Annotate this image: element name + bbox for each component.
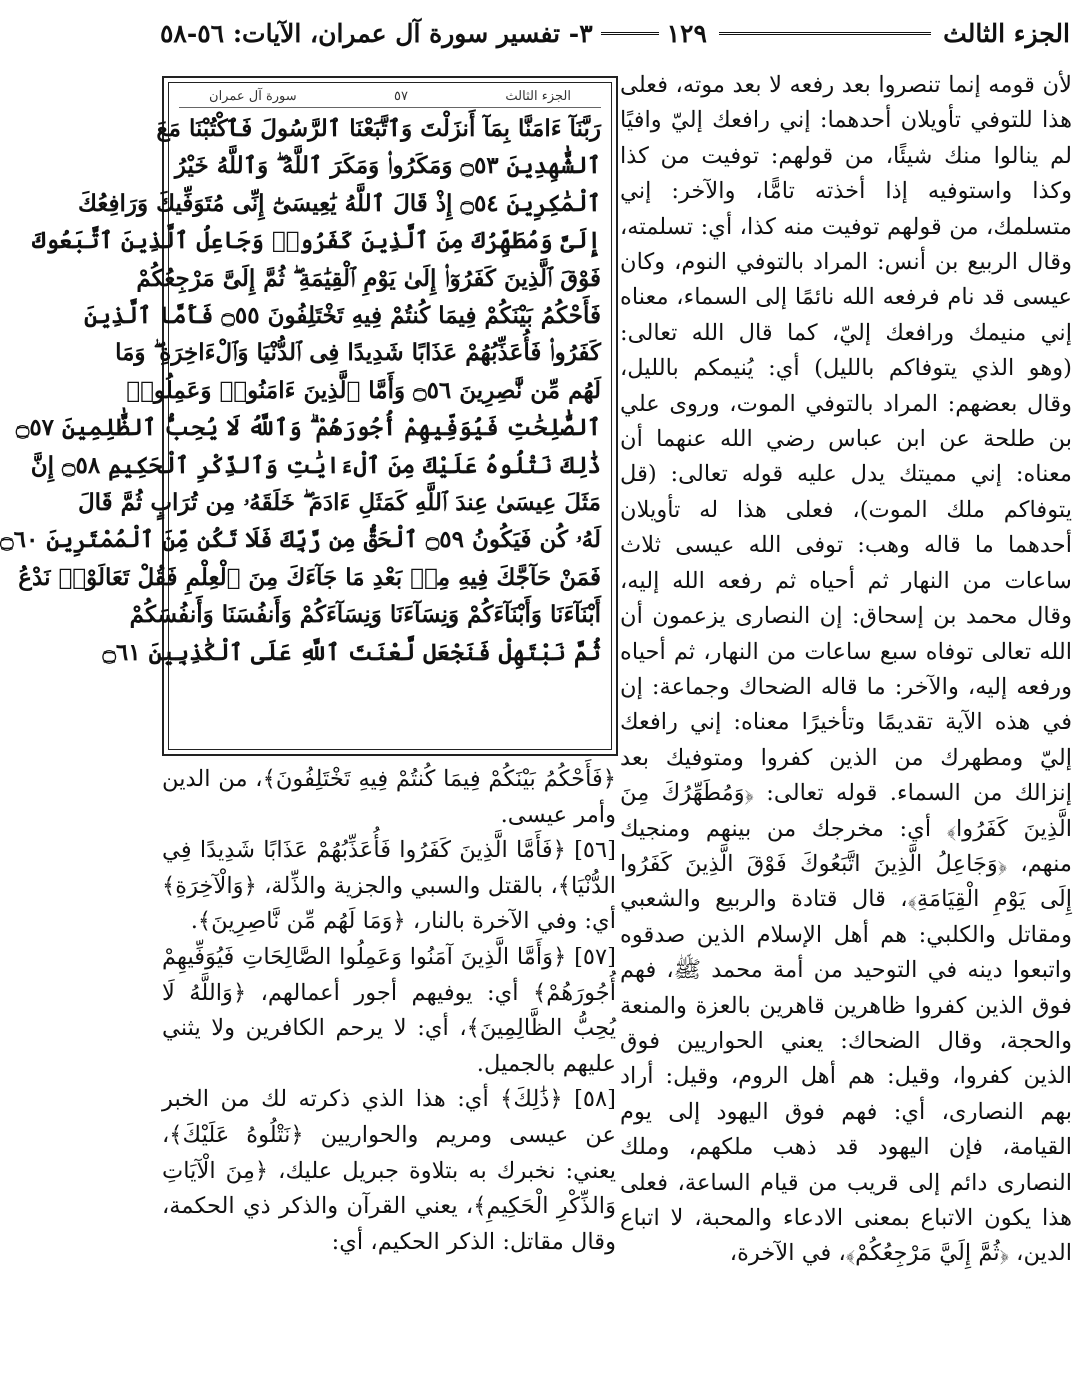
mushaf-line: ثُمَّ نَبْتَهِلْ فَنَجْعَل لَّعْنَتَ ٱللَّهِ عَلَى ٱلْكَٰذِبِينَ ۝٦١ xyxy=(102,638,601,666)
right-paragraph: لأن قومه إنما تنصروا بعد رفعه لا بعد موته، فعلى هذا للتوفي تأويلان أحدهما: إني رافعك إليّ وافيًا لم ينالوا منك شيئًا، من قولهم: توفيت من كذا وكذا واستوفيه إذا أخذته تامًّا، والآخر: إني متسلمك، من قولهم توفيت منه كذا، أي: تسلمته، وقال الربيع بن أنس: المراد بالتوفي النوم، وكان عيسى قد نام فرفعه الله نائمًا إلى السماء، معناه إني منيمك ورافعك إليّ، كما قال الله تعالى: (وهو الذي يتوفاكم بالليل) أي: يُنيمكم بالليل، وقال بعضهم: المراد بالتوفي الموت، وروى علي بن طلحة عن ابن عباس رضي الله عنهما أن معناه: إني مميتك يدل عليه قوله تعالى: (قل يتوفاكم ملك الموت)، فعلى هذا له تأويلان أحدهما ما قاله وهب: توفى الله عيسى ثلاث ساعات من النهار ثم أحياه ثم رفعه الله إليه، وقال محمد بن إسحاق: إن النصارى يزعمون أن الله تعالى توفاه سبع ساعات من النهار، ثم أحياه ورفعه إليه، والآخر: ما قاله الضحاك وجماعة: إن في هذه الآية تقديمًا وتأخيرًا معناه: إني رافعك إليّ ومطهرك من الذين كفروا ومتوفيك بعد إنزالك من السماء. قوله تعالى: ﴿وَمُطَهِّرُكَ مِنَ الَّذِينَ كَفَرُوا﴾ أي: مخرجك من بينهم ومنجيك منهم، ﴿وَجَاعِلُ الَّذِينَ اتَّبَعُوكَ فَوْقَ الَّذِينَ كَفَرُوا إِلَى يَوْمِ الْقِيَامَةِ﴾، قال قتادة والربيع والشعبي ومقاتل والكلبي: هم أهل الإسلام الذين صدقوه واتبعوا دينه في التوحيد من أمة محمد ﷺ، فهم فوق الذين كفروا ظاهرين قاهرين بالعزة والمنعة والحجة، وقال الضحاك: يعني الحواريين فوق الذين كفروا، وقيل: هم أهل الروم، وقيل: أراد بهم النصارى، أي: فهم فوق اليهود إلى يوم القيامة، فإن اليهود قد ذهب ملكهم، وملك النصارى دائم إلى قريب من قيام الساعة، فعلى هذا يكون الاتباع بمعنى الادعاء والمحبة، لا اتباع الدين، ﴿ثُمَّ إِلَيَّ مَرْجِعُكُمْ﴾، في الآخرة، xyxy=(620,72,1073,1267)
header-rule-short xyxy=(601,32,659,35)
mushaf-line: ٱلصَّٰلِحَٰتِ فَيُوَفِّيهِمْ أُجُورَهُمْ ۗ وَٱللَّهُ لَا يُحِبُّ ٱلظَّٰلِمِينَ ۝٥٧ xyxy=(15,414,601,442)
left-paragraph: ﴿فَأَحْكُمُ بَيْنَكُمْ فِيمَا كُنتُمْ فِيهِ تَخْتَلِفُونَ﴾، من الدين وأمر عيسى. xyxy=(162,766,616,828)
page-header xyxy=(160,14,1070,52)
mushaf-line: فَأَحْكُمُ بَيْنَكُمْ فِيمَا كُنتُمْ فِيهِ تَخْتَلِفُونَ ۝٥٥ فَأَمَّا ٱلَّذِينَ xyxy=(84,302,601,330)
left-paragraph: [٥٦] ﴿فَأَمَّا الَّذِينَ كَفَرُوا فَأُعَذِّبُهُمْ عَذَابًا شَدِيدًا فِي الدُّنْيَا﴾، بالقتل والسبي والجزية والذِّلة، ﴿وَالْآخِرَةِ﴾ أي: وفي الآخرة بالنار، ﴿وَمَا لَهُم مِّن نَّاصِرِينَ﴾. xyxy=(162,837,616,935)
mushaf-line: كَفَرُوا۟ فَأُعَذِّبُهُمْ عَذَابًا شَدِيدًا فِى ٱلدُّنْيَا وَٱلْءَاخِرَةِ ۖ وَمَا xyxy=(115,339,601,367)
header-rule xyxy=(719,32,931,35)
mushaf-part-label: الجزء الثالث xyxy=(505,89,571,104)
mushaf-header xyxy=(179,89,601,108)
mushaf-frame xyxy=(0,76,618,756)
mushaf-line: فَوْقَ ٱلَّذِينَ كَفَرُوٓا۟ إِلَىٰ يَوْمِ ٱلْقِيَٰمَةِ ۖ ثُمَّ إِلَىَّ مَرْجِعُكُمْ xyxy=(136,264,601,292)
mushaf-line: لَهُم مِّن نَّٰصِرِينَ ۝٥٦ وَأَمَّا ٱلَّذِينَ ءَامَنُوا۟ وَعَمِلُوا۟ xyxy=(126,376,601,404)
mushaf-page xyxy=(0,82,612,750)
page-number: ١٢٩ xyxy=(666,18,707,48)
chapter-title: ٣- تفسير سورة آل عمران، الآيات: ٥٦-٥٨ xyxy=(160,18,593,48)
mushaf-sura-label: سورة آل عمران xyxy=(209,89,297,104)
mushaf-line: رَبَّنَآ ءَامَنَّا بِمَآ أَنزَلْتَ وَٱتَّبَعْنَا ٱلرَّسُولَ فَٱكْتُبْنَا مَعَ xyxy=(156,115,601,142)
mushaf-line: لَهُۥ كُن فَيَكُونُ ۝٥٩ ٱلْحَقُّ مِن رَّبِّكَ فَلَا تَكُن مِّنَ ٱلْمُمْتَرِينَ ۝٦٠ xyxy=(0,526,601,554)
mushaf-line: إِلَىَّ وَمُطَهِّرُكَ مِنَ ٱلَّذِينَ كَفَرُوا۟ وَجَاعِلُ ٱلَّذِينَ ٱتَّبَعُوكَ xyxy=(32,227,601,255)
right-column xyxy=(620,68,1072,1272)
left-column xyxy=(162,762,616,1260)
mushaf-line: أَبْنَآءَنَا وَأَبْنَآءَكُمْ وَنِسَآءَنَا وَنِسَآءَكُمْ وَأَنفُسَنَا وَأَنفُسَكُمْ xyxy=(129,601,601,629)
part-title: الجزء الثالث xyxy=(943,18,1070,48)
mushaf-line: ٱلشَّٰهِدِينَ ۝٥٣ وَمَكَرُوا۟ وَمَكَرَ ٱللَّهُ ۖ وَٱللَّهُ خَيْرُ xyxy=(174,152,601,180)
mushaf-line: ذَٰلِكَ نَتْلُوهُ عَلَيْكَ مِنَ ٱلْءَايَٰتِ وَٱلذِّكْرِ ٱلْحَكِيمِ ۝٥٨ إِنَّ xyxy=(30,451,601,479)
mushaf-page-number: ٥٧ xyxy=(394,89,409,104)
left-paragraph: [٥٧] ﴿وَأَمَّا الَّذِينَ آمَنُوا وَعَمِلُوا الصَّالِحَاتِ فَيُوَفِّيهِمْ أُجُورَهُمْ﴾ أي: يوفيهم أجور أعمالهم، ﴿وَاللَّهُ لَا يُحِبُّ الظَّالِمِينَ﴾، أي: لا يرحم الكافرين ولا يثني عليهم بالجميل. xyxy=(162,943,616,1077)
mushaf-line: فَمَنْ حَآجَّكَ فِيهِ مِنۢ بَعْدِ مَا جَآءَكَ مِنَ ٱلْعِلْمِ فَقُلْ تَعَالَوْا۟ نَدْعُ xyxy=(18,563,601,591)
mushaf-line: مَثَلَ عِيسَىٰ عِندَ ٱللَّهِ كَمَثَلِ ءَادَمَ ۖ خَلَقَهُۥ مِن تُرَابٍ ثُمَّ قَالَ xyxy=(77,489,601,517)
mushaf-line: ٱلْمَٰكِرِينَ ۝٥٤ إِذْ قَالَ ٱللَّهُ يَٰعِيسَىٰٓ إِنِّى مُتَوَفِّيكَ وَرَافِعُكَ xyxy=(78,189,601,217)
left-paragraph: [٥٨] ﴿ذَٰلِكَ﴾ أي: هذا الذي ذكرته لك من الخبر عن عيسى ومريم والحواريين ﴿نَتْلُوهُ عَلَيْكَ﴾، يعني: نخبرك به بتلاوة جبريل عليك، ﴿مِنَ الْآيَاتِ وَالذِّكْرِ الْحَكِيمِ﴾، يعني القرآن والذكر ذي الحكمة، وقال مقاتل: الذكر الحكيم، أي: xyxy=(162,1086,616,1255)
